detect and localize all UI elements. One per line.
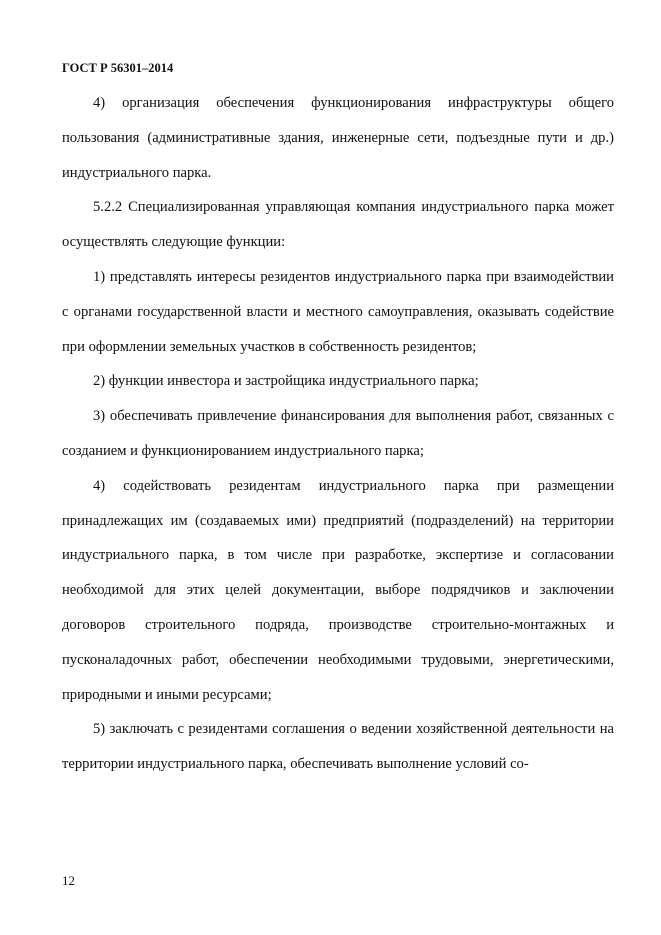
paragraph-function-3: 3) обеспечивать привлечение финансирования для выполнения работ, связанных с созданием и функционированием индустриального парка; [62,408,614,459]
document-body [62,86,614,782]
paragraph-section-5-2-2: 5.2.2 Специализированная управляющая компания индустриального парка может осуществлять следующие функции: [62,199,614,251]
paragraph-function-4: 4) содействовать резидентам индустриального парка при размещении принадлежащих им (создаваемых ими) предприятий (подразделений) на территории индустриального парка, в том числе при разработке, экспертизе и согласовании необходимой для этих целей документации, выборе подрядчиков и заключении договоров строительного подряда, производстве строительно-монтажных и пусконаладочных работ, обеспечении необходимыми трудовыми, энергетическими, природными и иными ресурсами; [62,477,614,703]
document-header: ГОСТ Р 56301–2014 [62,61,174,75]
page-number: 12 [62,873,75,888]
paragraph-function-5: 5) заключать с резидентами соглашения о ведении хозяйственной деятельности на территории индустриального парка, обеспечивать выполнение условий со- [62,721,614,773]
paragraph-function-2: 2) функции инвестора и застройщика индустриального парка; [93,373,479,390]
paragraph-item-4-organization: 4) организация обеспечения функционирования инфраструктуры общего пользования (административные здания, инженерные сети, подъездные пути и др.) индустриального парка. [62,95,614,181]
paragraph-function-1: 1) представлять интересы резидентов индустриального парка при взаимодействии с органами государственной власти и местного самоуправления, оказывать содействие при оформлении земельных участков в собственность резидентов; [62,268,614,355]
